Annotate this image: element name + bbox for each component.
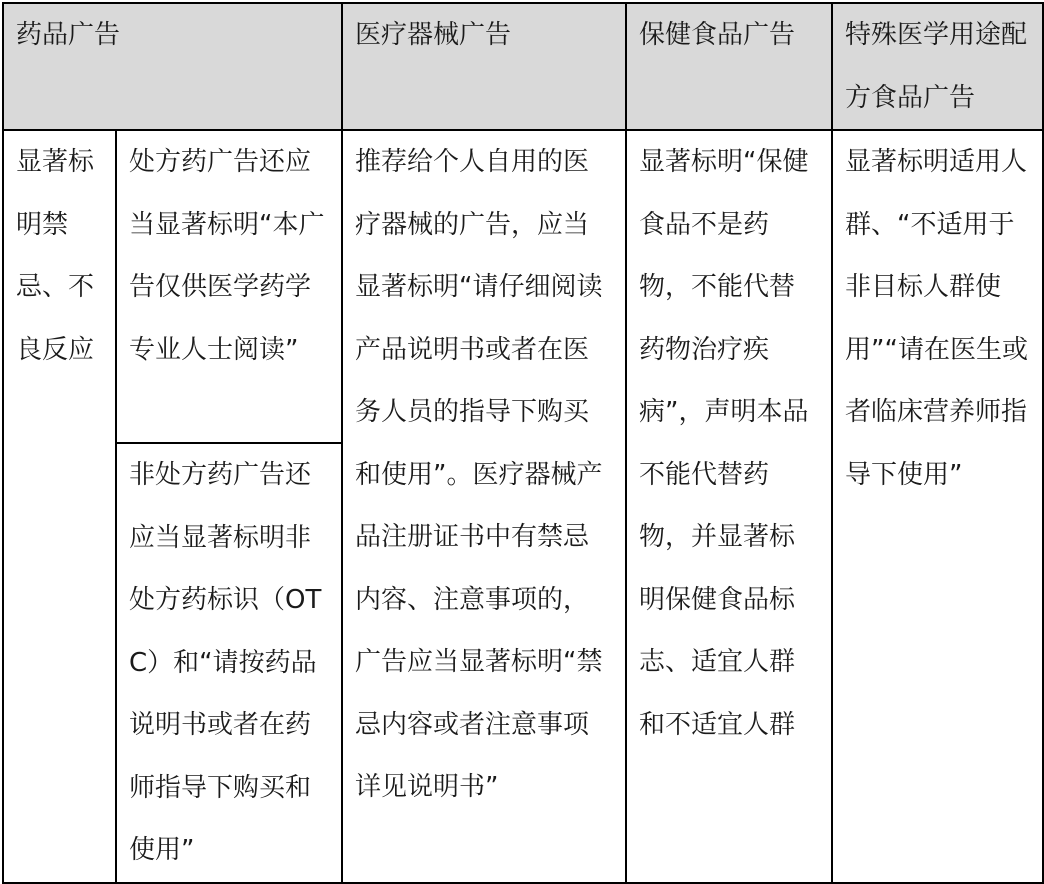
header-medical-device-ads: 医疗器械广告 <box>342 3 626 130</box>
cell-special-medical-food: 显著标明适用人群、“不适用于非目标人群使用”“请在医生或者临床营养师指导下使用” <box>832 130 1043 883</box>
header-health-food-ads: 保健食品广告 <box>626 3 832 130</box>
row-label-contraindications: 显著标明禁忌、不良反应 <box>3 130 116 883</box>
cell-health-food: 显著标明“保健食品不是药物，不能代替药物治疗疾病”，声明本品不能代替药物，并显著标明保健食品标志、适宜人群和不适宜人群 <box>626 130 832 883</box>
cell-otc-drug: 非处方药广告还应当显著标明非处方药标识（OTC）和“请按药品说明书或者在药师指导下购买和使用” <box>116 443 342 883</box>
header-special-medical-food-ads: 特殊医学用途配方食品广告 <box>832 3 1043 130</box>
header-row <box>3 3 1043 130</box>
cell-medical-device: 推荐给个人自用的医疗器械的广告，应当显著标明“请仔细阅读产品说明书或者在医务人员的指导下购买和使用”。医疗器械产品注册证书中有禁忌内容、注意事项的，广告应当显著标明“禁忌内容或者注意事项详见说明书” <box>342 130 626 883</box>
header-drug-ads: 药品广告 <box>3 3 342 130</box>
table-row <box>3 130 1043 443</box>
cell-prescription-drug: 处方药广告还应当显著标明“本广告仅供医学药学专业人士阅读” <box>116 130 342 443</box>
ad-requirements-table <box>2 2 1044 884</box>
